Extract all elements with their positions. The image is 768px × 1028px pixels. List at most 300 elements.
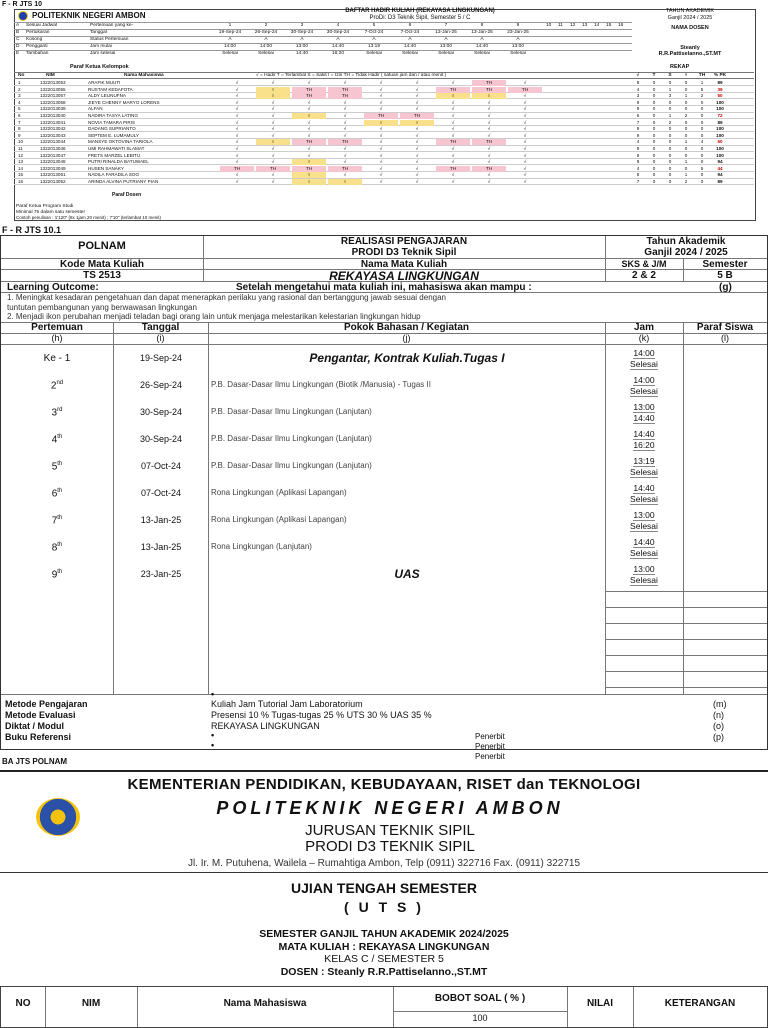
meeting-value: Selesai — [222, 51, 238, 56]
legend-code: C — [16, 37, 20, 42]
recap-header: S — [668, 73, 672, 78]
recap-value: 8 — [636, 172, 640, 178]
recap-value: 0 — [652, 93, 656, 99]
session-end-value: Selesai — [630, 359, 658, 369]
attendance-mark: √ — [343, 119, 347, 125]
session-row — [1, 564, 767, 590]
student-nim: 1322013039 — [40, 106, 66, 112]
attendance-mark: √ — [343, 159, 347, 165]
recap-value: 0 — [668, 159, 672, 165]
recap-value: 2 — [668, 119, 672, 125]
extra-meeting-col: 10 — [546, 23, 552, 28]
student-no: 14 — [18, 165, 24, 171]
attendance-mark: √ — [451, 113, 455, 118]
academic-year-value: Ganjil 2024 / 2025 — [667, 15, 713, 21]
legend-label: Sesuai Jadwal — [26, 23, 57, 28]
meeting-value: A — [372, 37, 376, 42]
address: Jl. Ir. M. Putuhena, Wailela – Rumahtiga Ambon, Telp (0911) 322716 Fax. (0911) 322715 — [187, 858, 581, 869]
meeting-value: A — [336, 37, 340, 42]
ordinal-suffix: th — [57, 515, 63, 521]
ordinal-suffix: th — [57, 569, 63, 575]
session-topic: UAS — [394, 567, 420, 581]
attendance-mark: √ — [307, 126, 311, 132]
student-row — [14, 139, 754, 145]
attendance-mark: √ — [451, 159, 455, 165]
legend-code: A — [16, 23, 20, 28]
attendance-mark: √ — [307, 119, 311, 125]
attendance-mark: √ — [271, 126, 275, 132]
col-name-3: Nama Mahasiswa — [223, 998, 307, 1009]
session-end — [605, 521, 683, 531]
attendance-mark: TH — [364, 113, 398, 119]
method-m: (m) — [713, 699, 727, 709]
student-name: ARAFIK MUUTI — [88, 80, 121, 85]
student-row — [14, 159, 754, 165]
recap-value: 1 — [668, 86, 672, 92]
student-no: 8 — [18, 126, 21, 132]
recap-value: 0 — [652, 119, 656, 125]
attendance-mark: √ — [379, 80, 383, 85]
student-no: 3 — [18, 93, 21, 99]
attendance-mark: √ — [307, 132, 311, 138]
student-row — [14, 166, 754, 172]
session-end-value: Selesai — [630, 467, 658, 477]
recap-value: 0 — [652, 126, 656, 132]
attendance-mark: √ — [343, 172, 347, 178]
recap-value: 9 — [636, 99, 640, 105]
ordinal-suffix: nd — [56, 380, 64, 386]
student-name: UMI RAHMAWATI SLAMAT — [88, 146, 145, 151]
recap-value: 2 — [684, 113, 688, 118]
recap-value: 0 — [668, 152, 672, 158]
lecturer-first-name: Steanly — [680, 45, 700, 51]
attendance-mark: √ — [379, 159, 383, 165]
attendance-mark: I — [400, 120, 434, 126]
attendance-mark: √ — [379, 139, 383, 145]
session-end — [605, 359, 683, 369]
recap-value: 0 — [684, 152, 688, 158]
recap-value: 7 — [636, 119, 640, 125]
recap-value: 0 — [700, 159, 704, 165]
recap-value: 0 — [684, 86, 688, 92]
extra-meeting-col: 11 — [558, 23, 563, 28]
empty-row-line — [605, 607, 767, 608]
footer-code: BA JTS POLNAM — [2, 757, 68, 766]
meeting-value: Selesai — [510, 51, 526, 56]
meeting-value: A — [300, 37, 304, 42]
extra-meeting-col: 13 — [582, 23, 588, 28]
attendance-mark: I — [292, 179, 326, 185]
attendance-mark: √ — [379, 152, 383, 158]
session-start — [605, 375, 683, 385]
attendance-mark: √ — [235, 99, 239, 105]
publisher-1: Penerbit — [475, 732, 505, 741]
attendance-mark: √ — [235, 179, 239, 184]
attendance-mark: √ — [415, 99, 419, 105]
lecturer-name — [630, 45, 750, 57]
col-no: No — [18, 73, 25, 78]
student-row — [14, 172, 754, 178]
attendance-mark: TH — [508, 87, 542, 93]
meeting-value: 14:40 — [295, 51, 308, 56]
recap-value: 0 — [700, 132, 704, 138]
attendance-mark: √ — [451, 106, 455, 112]
recap-value: 9 — [636, 106, 640, 112]
polytechnic-title: POLITEKNIK NEGERI AMBON — [216, 798, 564, 818]
attendance-mark: √ — [343, 152, 347, 158]
recap-value: 0 — [700, 99, 704, 105]
sub-l: (l) — [721, 333, 729, 343]
attendance-mark: I — [364, 120, 398, 126]
recap-value: 9 — [636, 146, 640, 151]
recap-header: √ — [636, 73, 640, 78]
student-name: SEPTEM E. LUMAMULY — [88, 132, 139, 138]
recap-value: 0 — [652, 152, 656, 158]
attendance-mark: √ — [235, 159, 239, 165]
session-topic: Rona Lingkungan (Aplikasi Lapangan) — [211, 515, 347, 524]
exam-info — [0, 928, 768, 978]
recap-value: 0 — [684, 165, 688, 171]
legend-label: Kosong — [26, 37, 43, 42]
attendance-mark: √ — [487, 172, 491, 178]
attendance-mark: √ — [235, 106, 239, 112]
recap-value: 0 — [652, 179, 656, 184]
publisher-2: Penerbit — [475, 742, 505, 751]
session-row — [1, 456, 767, 482]
ordinal-suffix: th — [57, 461, 63, 467]
attendance-mark: TH — [292, 166, 326, 172]
form-code-2: F - R JTS 10.1 — [2, 225, 62, 235]
recap-value: 1 — [668, 113, 672, 118]
student-no: 13 — [18, 159, 24, 165]
attendance-mark: √ — [451, 126, 455, 132]
col-time: Jam — [633, 322, 654, 333]
recap-value: 3 — [636, 93, 640, 99]
meeting-value: 1 — [228, 23, 232, 28]
recap-value: 0 — [652, 106, 656, 112]
student-nim: 1322013046 — [40, 146, 66, 151]
meeting-value: A — [480, 37, 484, 42]
recap-value: 1 — [684, 139, 688, 145]
recap-value: 0 — [700, 179, 704, 184]
student-name: MANSYE OKTOVINA TARIOLA — [88, 139, 153, 145]
student-nim: 1322013048 — [40, 159, 66, 165]
recap-header: I — [685, 73, 687, 78]
session-date: 23-Jan-25 — [140, 569, 182, 579]
empty-row-line — [605, 687, 767, 688]
student-nim: 1322013051 — [40, 172, 66, 178]
student-name: NADILA FARADILA SOO — [88, 172, 140, 178]
attendance-subtitle: ProDi: D3 Teknik Sipil, Semester 5 / C — [369, 15, 471, 21]
student-nim: 1322013042 — [40, 126, 66, 132]
session-end-value: 16:20 — [633, 440, 655, 450]
attendance-mark: √ — [307, 99, 311, 105]
sub-k: (k) — [638, 333, 650, 343]
session-start-value: 14:40 — [633, 537, 655, 547]
attendance-mark: √ — [487, 106, 491, 112]
attendance-mark: TH — [220, 166, 254, 172]
session-row — [1, 429, 767, 455]
meeting-value: Selesai — [258, 51, 274, 56]
student-nim: 1322013058 — [40, 99, 66, 105]
legend-row — [14, 43, 632, 50]
module-label: Diktat / Modul — [5, 721, 64, 731]
student-nim: 1322013053 — [40, 80, 66, 85]
student-row — [14, 93, 754, 99]
attendance-mark: √ — [235, 86, 239, 92]
attendance-mark: √ — [415, 139, 419, 145]
attendance-mark: TH — [292, 139, 326, 145]
attendance-mark: √ — [523, 179, 527, 184]
recap-value: 0 — [668, 146, 672, 151]
recap-value: 2 — [700, 93, 704, 99]
module-o: (o) — [713, 721, 724, 731]
recap-value: 5 — [700, 86, 704, 92]
meeting-value: 13-Jan-25 — [471, 30, 493, 35]
attendance-mark: TH — [328, 166, 362, 172]
attendance-mark: √ — [235, 132, 239, 138]
session-meeting: 4th — [51, 434, 63, 446]
attendance-mark: √ — [379, 106, 383, 112]
recap-label: REKAP — [670, 64, 690, 70]
attendance-mark: √ — [235, 113, 239, 118]
session-row — [1, 375, 767, 401]
academic-year — [630, 8, 750, 22]
session-end-value: Selesai — [630, 521, 658, 531]
attendance-mark: TH — [328, 87, 362, 93]
recap-value: 4 — [636, 165, 640, 171]
recap-value: 0 — [700, 146, 704, 151]
session-topic: P.B. Dasar-Dasar Ilmu Lingkungan (Lanjutan) — [211, 461, 372, 470]
attendance-mark: √ — [379, 146, 383, 151]
extra-meeting-col: 16 — [618, 23, 624, 28]
student-no: 6 — [18, 113, 21, 118]
prodi-label: PRODI D3 Teknik Sipil — [351, 247, 457, 258]
session-topic: Rona Lingkungan (Lanjutan) — [211, 542, 312, 551]
student-name: FRETS MARZEL LEBITU — [88, 152, 141, 158]
attendance-mark: I — [292, 172, 326, 178]
meeting-value: A — [408, 37, 412, 42]
attendance-mark: √ — [415, 172, 419, 178]
session-end — [605, 575, 683, 585]
attendance-mark: √ — [271, 172, 275, 178]
attendance-mark: I — [292, 159, 326, 165]
attendance-mark: I — [472, 93, 506, 99]
session-date: 13-Jan-25 — [140, 542, 182, 552]
legend-row — [14, 22, 632, 29]
recap-value: 9 — [636, 126, 640, 132]
attendance-mark: √ — [451, 146, 455, 151]
student-name: JIEYE CHENNY MARYO LORENS — [88, 99, 160, 105]
empty-row-line — [605, 623, 767, 624]
student-no: 16 — [18, 179, 24, 184]
student-row — [14, 133, 754, 139]
recap-value: 72 — [717, 113, 723, 118]
session-meeting: 3rd — [51, 407, 63, 419]
attendance-mark: √ — [235, 172, 239, 178]
attendance-mark: √ — [379, 165, 383, 171]
recap-value: 1 — [700, 80, 704, 85]
semester-label: Semester — [702, 259, 748, 270]
session-meeting: 7th — [51, 515, 63, 527]
evaluation-value: Presensi 10 % Tugas-tugas 25 % UTS 30 % UAS 35 % — [211, 710, 432, 720]
recap-value: 0 — [700, 106, 704, 112]
attendance-mark: √ — [487, 113, 491, 118]
attendance-mark: √ — [415, 106, 419, 112]
attendance-mark: TH — [328, 139, 362, 145]
student-nim: 1322013047 — [40, 152, 66, 158]
attendance-mark: √ — [343, 80, 347, 85]
session-start-value: 14:40 — [633, 483, 655, 493]
attendance-mark: √ — [451, 132, 455, 138]
attendance-mark: √ — [415, 93, 419, 99]
polnam-label: POLNAM — [78, 240, 126, 252]
meeting-value: Selesai — [402, 51, 418, 56]
recap-value: 5 — [700, 165, 704, 171]
recap-value: 1 — [684, 159, 688, 165]
session-end — [605, 440, 683, 450]
realization-frame: POLNAM REALISASI PENGAJARAN PRODI D3 Teknik Sipil Tahun Akademik Ganjil 2024 / 2025 Kode Mata Kuliah Nama Mata Kuliah SKS & J/M Semester TS 2513 REKAYASA LINGKUNGAN 2 & 2 5 B Learning Outcome: Setelah mengetahui mata kuliah ini, mahasiswa akan mampu : (g) 1. Meningkat kesadaran pengetahuan dan dapat menerapkan perilaku yang rasional dan bertanggung jawab sesuai dengan tuntutan pembangunan yang berwawasan lingkungan 2. Menjadi ikon perubahan menjadi teladan bagi orang lain untuk menjaga melestarikan kelestarian lingkungan hidup Pertemuan Tanggal Pokok Bahasan / Kegiatan Jam Paraf Siswa (h) (i) (j) (k) (l) Ke - 1 19-Sep-24 Pengantar, Kontrak Kuliah.Tugas I 14:00 Selesai 2nd 26-Sep-24 P.B. Dasar-Dasar Ilmu Lingkungan (Biotik /Manusia) - Tugas II 14:00 Selesai 3rd 30-Sep-24 P.B. Dasar-Dasar Ilmu Lingkungan (Lanjutan) 13:00 14:40 4th 30-Sep-24 P.B. Dasar-Dasar Ilmu Lingkungan (Lanjutan) 14:40 16:20 5th 07-Oct-24 P.B. Dasar-Dasar Ilmu Lingkungan (Lanjutan) 13:19 Selesai 6th 07-Oct-24 Rona Lingkungan (Aplikasi Lapangan) 14:40 Selesai 7th 13-Jan-25 Rona Lingkungan (Aplikasi Lapangan) 13:00 Selesai 8th 13-Jan-25 Rona Lingkungan (Lanjutan) 14:40 Selesai 9th 23-Jan-25 UAS 13:00 Selesai • Metode Pengajaran Kuliah Jam Tutorial Jam Laboratorium (m) Metode Evaluasi Presensi 10 % Tugas-tugas 25 % UTS 30 % UAS 35 % (n) Diktat / Modul REKAYASA LINGKUNGAN (o) Buku Referensi (p) • • Penerbit Penerbit Penerbit — [0, 235, 768, 750]
student-name: NOVIA TAMARA PIRIS — [88, 119, 136, 125]
session-start — [605, 429, 683, 439]
exam-title: UJIAN TENGAH SEMESTER — [291, 880, 477, 896]
session-start — [605, 564, 683, 574]
program-title: PRODI D3 TEKNIK SIPIL — [305, 838, 475, 855]
attendance-mark: √ — [271, 106, 275, 112]
session-date: 07-Oct-24 — [140, 461, 182, 471]
meeting-value: Selesai — [366, 51, 382, 56]
exam-abbrev: ( U T S ) — [344, 899, 424, 915]
session-topic: P.B. Dasar-Dasar Ilmu Lingkungan (Lanjutan) — [211, 407, 372, 416]
session-start-value: 13:00 — [633, 402, 655, 412]
meeting-value: 19-Sep-24 — [218, 30, 242, 35]
student-row — [14, 126, 754, 132]
legend-row — [14, 50, 632, 57]
recap-value: 2 — [684, 179, 688, 184]
recap-header: % PK — [713, 73, 727, 78]
recap-value: 0 — [684, 119, 688, 125]
recap-value: 94 — [717, 159, 723, 165]
meeting-value: 13:00 — [295, 44, 308, 49]
attendance-mark: √ — [235, 146, 239, 151]
session-topic: Pengantar, Kontrak Kuliah.Tugas I — [309, 351, 505, 365]
empty-row-line — [605, 655, 767, 656]
student-row — [14, 153, 754, 159]
legend-row — [14, 29, 632, 36]
recap-value: 100 — [716, 126, 724, 132]
attendance-mark: √ — [523, 119, 527, 125]
lecturer-line: DOSEN : Steanly R.R.Pattiselanno.,ST.MT — [280, 965, 488, 978]
meeting-value: 26-Sep-24 — [254, 30, 278, 35]
form-code: F - R JTS 10 — [2, 1, 43, 8]
attendance-mark: √ — [415, 152, 419, 158]
attendance-mark: √ — [379, 99, 383, 105]
attendance-mark: I — [292, 113, 326, 119]
score-table — [0, 986, 768, 1028]
attendance-mark: I — [256, 87, 290, 93]
recap-value: 0 — [652, 146, 656, 151]
meeting-value: A — [516, 37, 520, 42]
student-row — [14, 179, 754, 185]
attendance-mark: √ — [271, 132, 275, 138]
session-meeting: 9th — [51, 569, 63, 581]
legend-field: Status Pertemuan — [90, 37, 129, 42]
method-value: Kuliah Jam Tutorial Jam Laboratorium — [211, 699, 363, 709]
attendance-mark: TH — [472, 139, 506, 145]
session-start-value: 14:40 — [633, 429, 655, 439]
attendance-mark: √ — [271, 146, 275, 151]
attendance-mark: √ — [523, 165, 527, 171]
recap-value: 0 — [668, 179, 672, 184]
attendance-mark: √ — [379, 172, 383, 178]
session-end — [605, 548, 683, 558]
attendance-mark: √ — [307, 106, 311, 112]
meeting-value: 8 — [480, 23, 484, 28]
attendance-mark: I — [256, 93, 290, 99]
recap-value: 0 — [652, 99, 656, 105]
attendance-mark: √ — [523, 99, 527, 105]
attendance-mark: √ — [487, 119, 491, 125]
recap-value: 1 — [684, 172, 688, 178]
attendance-mark: √ — [343, 146, 347, 151]
student-nim: 1322013057 — [40, 93, 66, 99]
student-row — [14, 113, 754, 119]
col-nim: NIM — [46, 73, 55, 78]
semester-value: 5 B — [717, 270, 733, 281]
minimum-note: Minimal 75 dalam satu semester — [16, 210, 86, 215]
student-nim: 1322013044 — [40, 139, 66, 145]
session-end-value: 14:40 — [633, 413, 655, 423]
session-topic: P.B. Dasar-Dasar Ilmu Lingkungan (Biotik /Manusia) - Tugas II — [211, 380, 431, 389]
recap-value: 0 — [684, 126, 688, 132]
session-topic: P.B. Dasar-Dasar Ilmu Lingkungan (Lanjutan) — [211, 434, 372, 443]
session-date: 30-Sep-24 — [139, 434, 183, 444]
attendance-mark: TH — [328, 93, 362, 99]
meeting-value: 9 — [516, 23, 520, 28]
student-name: RUSTAM KEDAFOTA — [88, 86, 133, 92]
legend-code: E — [16, 51, 20, 56]
course-code-value: TS 2513 — [83, 270, 121, 281]
attendance-legend: √ = Hadir T = Terlambat S = Sakit I = Izin TH = Tidak Hadir ( satuan jam dan / atau menit ) — [256, 73, 447, 78]
institution-name: POLITEKNIK NEGERI AMBON — [32, 11, 146, 20]
recap-value: 94 — [717, 172, 723, 178]
recap-value: 0 — [700, 113, 704, 118]
empty-row-line — [605, 671, 767, 672]
semester-line: SEMESTER GANJIL TAHUN AKADEMIK 2024/2025 — [259, 928, 509, 940]
col-name: Nama Mahasiswa — [124, 73, 164, 78]
student-name: ARINDA ALVINA PUTRIANY PIAN — [88, 179, 159, 184]
attendance-mark: √ — [307, 146, 311, 151]
session-end — [605, 386, 683, 396]
legend-field: Tanggal — [90, 30, 107, 35]
legend-label: Tambahan — [26, 51, 49, 56]
attendance-mark: TH — [256, 166, 290, 172]
student-name: ALFAN — [88, 106, 103, 112]
attendance-mark: √ — [523, 139, 527, 145]
attendance-mark: √ — [271, 99, 275, 105]
course-name-label: Nama Mata Kuliah — [360, 259, 448, 270]
session-end — [605, 413, 683, 423]
student-no: 12 — [18, 152, 24, 158]
attendance-sheet — [0, 0, 768, 222]
recap-value: 8 — [636, 80, 640, 85]
attendance-mark: √ — [523, 80, 527, 85]
student-row — [14, 120, 754, 126]
attendance-mark: √ — [523, 106, 527, 112]
attendance-mark: TH — [292, 93, 326, 99]
realization-title: REALISASI PENGAJARAN — [340, 236, 468, 247]
module-value: REKAYASA LINGKUNGAN — [211, 721, 320, 731]
